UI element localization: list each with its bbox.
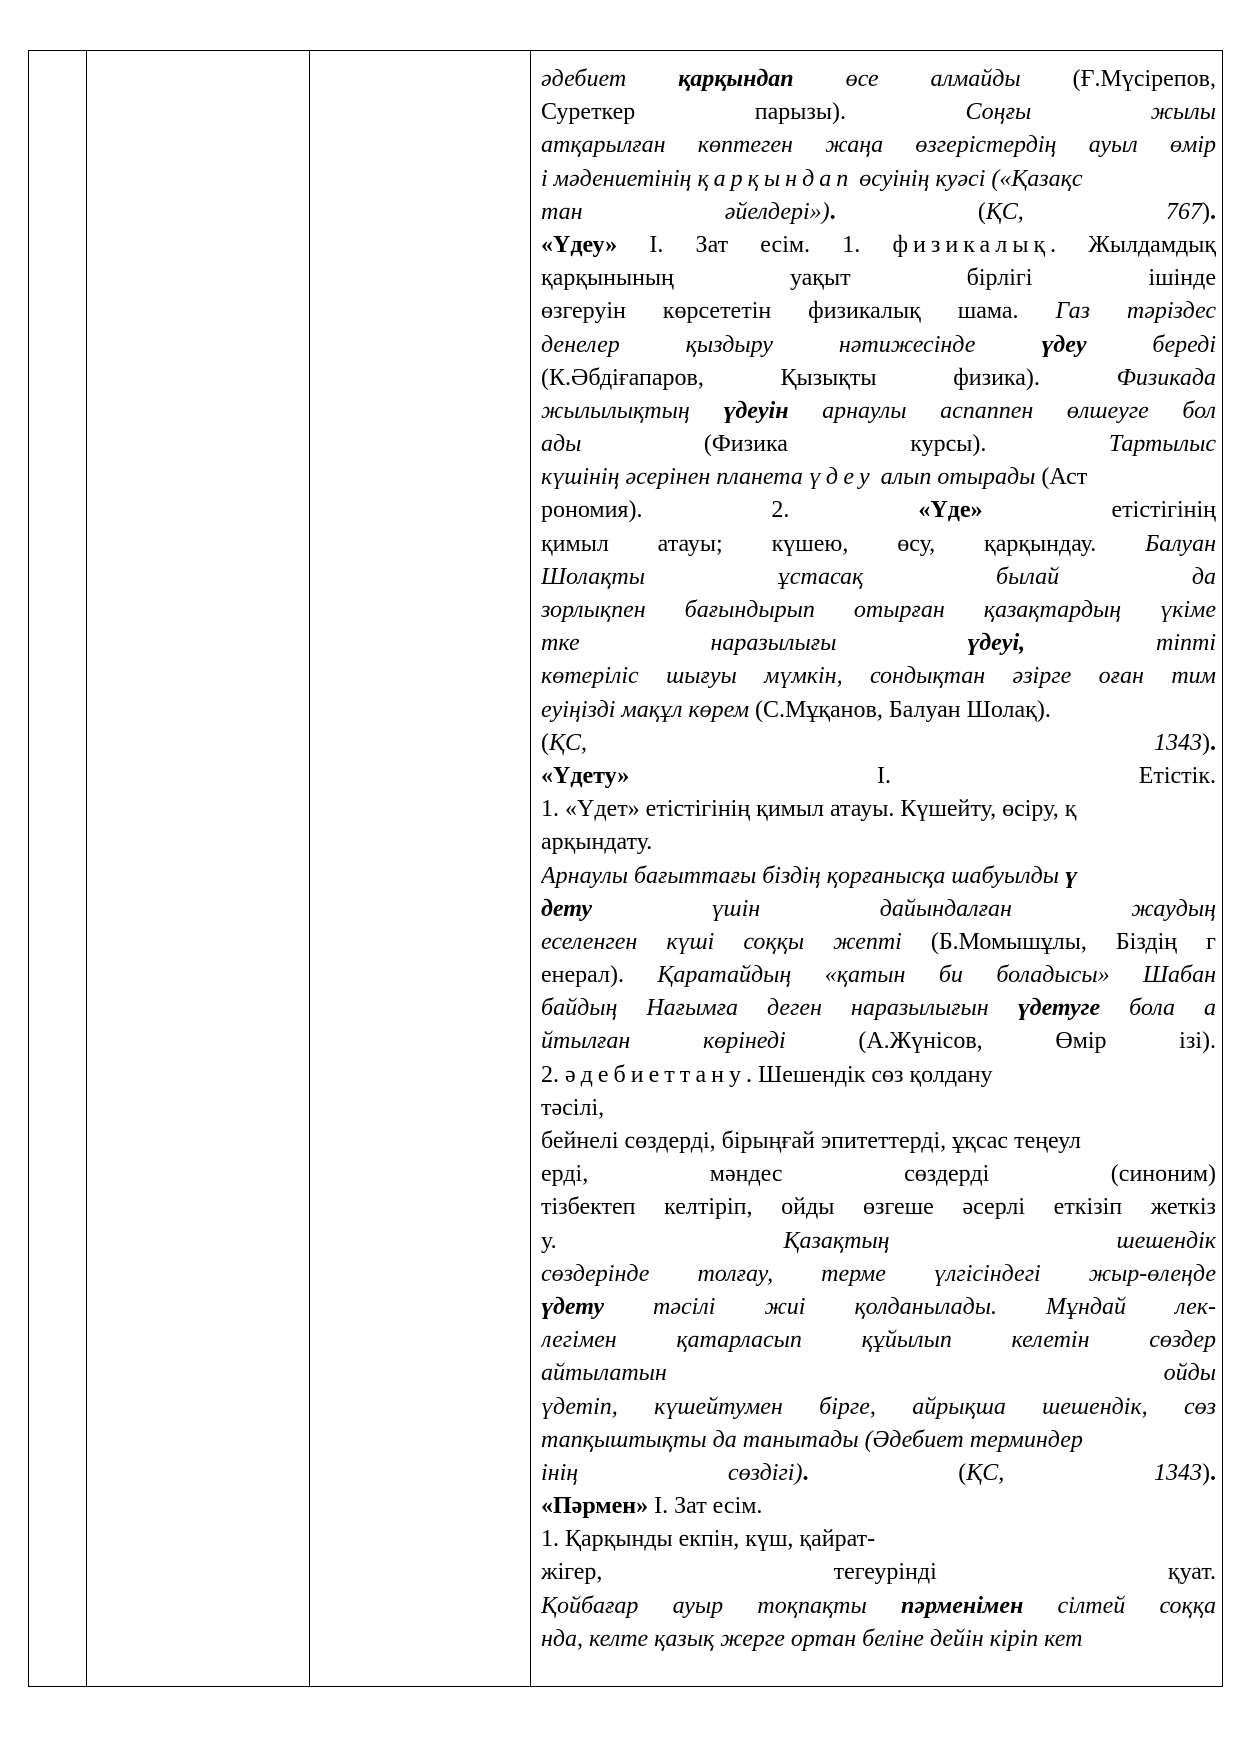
text-segment: . <box>1210 729 1216 756</box>
text-segment: еселенген күші соққы жепті <box>541 928 931 955</box>
text-segment: сөздерінде толғау, терме үлгісіндегі жыр-өлеңде <box>541 1260 1216 1287</box>
empty-cell-1 <box>29 51 87 1687</box>
text-segment: Балуан <box>1145 530 1216 557</box>
text-line <box>541 262 1216 295</box>
text-segment: 1. «Үдет» етістігінің қимыл атауы. Күшейту, өсіру, қ <box>541 796 1077 823</box>
text-segment: денелер қыздыру нәтижесінде <box>541 331 1042 358</box>
text-line <box>541 428 1216 461</box>
text-segment: дету <box>541 895 592 922</box>
text-segment: Қаратайдың «қатын би боладысы» Шабан <box>657 962 1216 989</box>
text-segment: ү <box>1065 862 1078 889</box>
text-segment: үшін дайындалған жаудың <box>591 895 1216 922</box>
text-line <box>541 926 1216 959</box>
text-segment: ( <box>541 729 549 756</box>
text-segment: бола а <box>1100 995 1216 1022</box>
text-line <box>541 992 1216 1025</box>
text-segment: өзгеруін көрсететін физикалық шама. <box>541 298 1056 325</box>
text-segment: қимыл атауы; күшею, өсу, қарқындау. <box>541 530 1146 557</box>
text-segment: үдеу <box>1041 331 1087 358</box>
text-segment: пәрменімен <box>900 1592 1024 1619</box>
text-segment: арқындату. <box>541 829 653 856</box>
text-segment: (К.Әбдіғапаров, Қызықты физика). <box>541 364 1117 391</box>
text-segment: Қойбағар ауыр тоқпақты <box>541 1592 901 1619</box>
text-segment: «Үдету» <box>541 762 630 789</box>
text-segment: тәсілі жиі қолданылады. Мұндай лек- <box>603 1293 1216 1320</box>
text-line <box>541 461 1216 494</box>
text-segment: үдетіп, күшейтумен бірге, айрықша шешендік, сөз <box>541 1393 1216 1420</box>
text-segment: үдеуін <box>723 397 789 424</box>
text-segment: еуіңізді мақұл көрем <box>541 696 756 723</box>
text-segment: байдың Нағымға деген наразылығын <box>541 995 1018 1022</box>
text-segment: алып отырады <box>874 464 1042 491</box>
text-segment: тәсілі, <box>541 1094 605 1121</box>
text-segment: «Үде» <box>918 497 983 524</box>
text-line <box>541 1291 1216 1324</box>
text-line <box>541 1490 1216 1523</box>
text-segment: «Пәрмен» <box>541 1493 649 1520</box>
text-segment: атқарылған көптеген жаңа өзгерістердің ауыл өмір <box>541 132 1216 159</box>
text-segment: үдеу <box>808 464 875 491</box>
text-segment: күшінің әсерінен планета <box>541 464 809 491</box>
text-segment: I. Зат есім. 1. <box>617 231 893 258</box>
text-segment: у. <box>541 1227 784 1254</box>
text-line <box>541 1324 1216 1357</box>
text-segment: ( <box>808 1459 967 1486</box>
text-segment: ) <box>1202 198 1211 225</box>
text-segment: Газ тәріздес <box>1055 298 1216 325</box>
text-segment: Физикада <box>1116 364 1216 391</box>
text-segment: қарқындап <box>678 66 794 92</box>
text-line <box>541 727 1216 760</box>
text-line <box>541 760 1216 793</box>
text-segment: і мәдениетінің <box>541 165 698 192</box>
text-segment: ҚС, 1343 <box>549 729 1202 756</box>
text-segment: «Үдеу» <box>541 231 618 258</box>
text-line <box>541 1225 1216 1258</box>
text-line <box>541 1590 1216 1623</box>
text-segment: ) <box>1202 729 1210 756</box>
text-line <box>541 129 1216 162</box>
text-segment: (Б.Момышұлы, Біздің г <box>930 928 1216 955</box>
text-segment: нда, келте қазық жерге ортан беліне дейін кіріп кет <box>541 1625 1083 1652</box>
text-line <box>541 959 1216 992</box>
text-line <box>541 1556 1216 1589</box>
text-segment: (А.Жүнісов, Өмір ізі). <box>858 1028 1216 1055</box>
text-segment: үдету <box>541 1293 604 1320</box>
text-line <box>541 1059 1216 1092</box>
table-row <box>29 51 1223 1687</box>
text-line <box>541 1092 1216 1125</box>
text-segment: Соңғы жылы <box>965 99 1216 126</box>
text-line <box>541 362 1216 395</box>
text-segment: ) <box>1201 1459 1210 1486</box>
text-segment: I. Етістік. <box>629 762 1216 789</box>
text-segment: Арнаулы бағыттағы біздің қорғанысқа шабуылды <box>541 862 1066 889</box>
text-line <box>541 1424 1216 1457</box>
text-segment: . <box>802 1459 809 1486</box>
text-segment: сілтей соққа <box>1023 1592 1216 1619</box>
text-line <box>541 96 1216 129</box>
text-segment: үдеуі, <box>967 630 1026 657</box>
text-segment: ҚС, 767 <box>985 198 1203 225</box>
text-segment: тіпті <box>1025 630 1216 657</box>
text-line <box>541 295 1216 328</box>
text-segment: өсуінің куәсі («Қазақс <box>853 165 1083 192</box>
text-segment: інің сөздігі) <box>541 1459 803 1486</box>
text-line <box>541 1391 1216 1424</box>
text-segment: 2. <box>541 1061 565 1088</box>
text-line <box>541 660 1216 693</box>
text-segment: береді <box>1086 331 1216 358</box>
text-segment: өсе алмайды <box>793 66 1073 92</box>
text-segment: қарқынының уақыт бірлігі ішінде <box>541 265 1216 292</box>
text-segment: Суреткер парызы). <box>541 99 966 126</box>
text-segment: . <box>1209 1459 1216 1486</box>
text-segment: қарқындап <box>697 165 854 192</box>
text-line <box>541 694 1216 727</box>
text-line <box>541 1025 1216 1058</box>
text-segment: арнаулы аспаппен өлшеуге бол <box>788 397 1216 424</box>
text-segment: тапқыштықты да танытады (Әдебиет терминдер <box>541 1426 1083 1453</box>
text-segment: енерал). <box>541 962 658 989</box>
dictionary-entries <box>541 63 1216 1656</box>
text-segment: зорлықпен бағындырып отырған қазақтардың үкіме <box>541 597 1216 623</box>
text-line <box>541 1523 1216 1556</box>
text-line <box>541 1457 1216 1490</box>
text-segment: әдебиеттану <box>565 1061 746 1088</box>
text-line <box>541 229 1216 262</box>
text-segment: физикалық <box>892 231 1051 258</box>
text-segment: тке наразылығы <box>541 630 968 657</box>
text-segment: (Физика курсы). <box>703 431 1109 458</box>
text-line <box>541 793 1216 826</box>
text-segment: рономия). 2. <box>541 497 919 524</box>
text-segment: ады <box>541 431 704 458</box>
text-line <box>541 627 1216 660</box>
text-segment: айтылатын ойды <box>541 1360 1216 1387</box>
text-line <box>541 860 1216 893</box>
text-segment: әдебиет <box>541 66 679 92</box>
text-segment: (С.Мұқанов, Балуан Шолақ). <box>755 696 1051 723</box>
text-segment: жігер, тегеурінді қуат. <box>541 1559 1216 1586</box>
entry-table <box>28 50 1223 1687</box>
text-segment: . Жылдамдық <box>1050 231 1216 258</box>
text-line <box>541 395 1216 428</box>
empty-cell-3 <box>310 51 531 1687</box>
text-line <box>541 1125 1216 1158</box>
text-line <box>541 561 1216 594</box>
text-segment: Қазақтың шешендік <box>783 1227 1216 1254</box>
text-segment: (Аст <box>1041 464 1088 491</box>
text-segment: үдетуге <box>1017 995 1101 1022</box>
text-line <box>541 494 1216 527</box>
text-segment: . <box>829 198 836 225</box>
text-segment: . <box>1210 198 1216 225</box>
text-line <box>541 1357 1216 1390</box>
text-line <box>541 63 1216 96</box>
text-line <box>541 329 1216 362</box>
text-segment: . Шешендік сөз қолдану <box>746 1061 993 1088</box>
text-segment: көтеріліс шығуы мүмкін, сондықтан әзірге оған тим <box>541 663 1216 690</box>
text-line <box>541 594 1216 627</box>
text-line <box>541 1191 1216 1224</box>
text-line <box>541 1158 1216 1191</box>
text-line <box>541 163 1216 196</box>
text-segment: Шолақты ұстасақ былай да <box>541 563 1216 590</box>
text-segment: (Ғ.Мүсірепов, <box>1072 66 1216 92</box>
text-segment: тізбектеп келтіріп, ойды өзгеше әсерлі еткізіп жеткіз <box>541 1194 1216 1221</box>
text-segment: етістігінің <box>982 497 1216 524</box>
text-segment: бейнелі сөздерді, бірыңғай эпитеттерді, ұқсас теңеул <box>541 1128 1082 1154</box>
empty-cell-2 <box>87 51 310 1687</box>
text-line <box>541 1623 1216 1656</box>
text-segment: тан әйелдері») <box>541 198 830 225</box>
text-segment: легімен қатарласып құйылып келетін сөздер <box>541 1327 1216 1354</box>
dictionary-text-cell <box>531 51 1223 1687</box>
text-segment: ҚС, 1343 <box>966 1459 1202 1486</box>
text-segment: ( <box>835 198 986 225</box>
text-line <box>541 893 1216 926</box>
text-line <box>541 1258 1216 1291</box>
text-segment: жылылықтың <box>541 397 724 424</box>
text-line <box>541 528 1216 561</box>
text-segment: 1. Қарқынды екпін, күш, қайрат- <box>541 1526 876 1553</box>
text-segment: ерді, мәндес сөздерді (синоним) <box>541 1161 1216 1188</box>
text-segment: йтылған көрінеді <box>541 1028 859 1055</box>
text-segment: I. Зат есім. <box>648 1493 763 1520</box>
text-line <box>541 826 1216 859</box>
text-segment: Тартылыс <box>1108 431 1216 458</box>
text-line <box>541 196 1216 229</box>
